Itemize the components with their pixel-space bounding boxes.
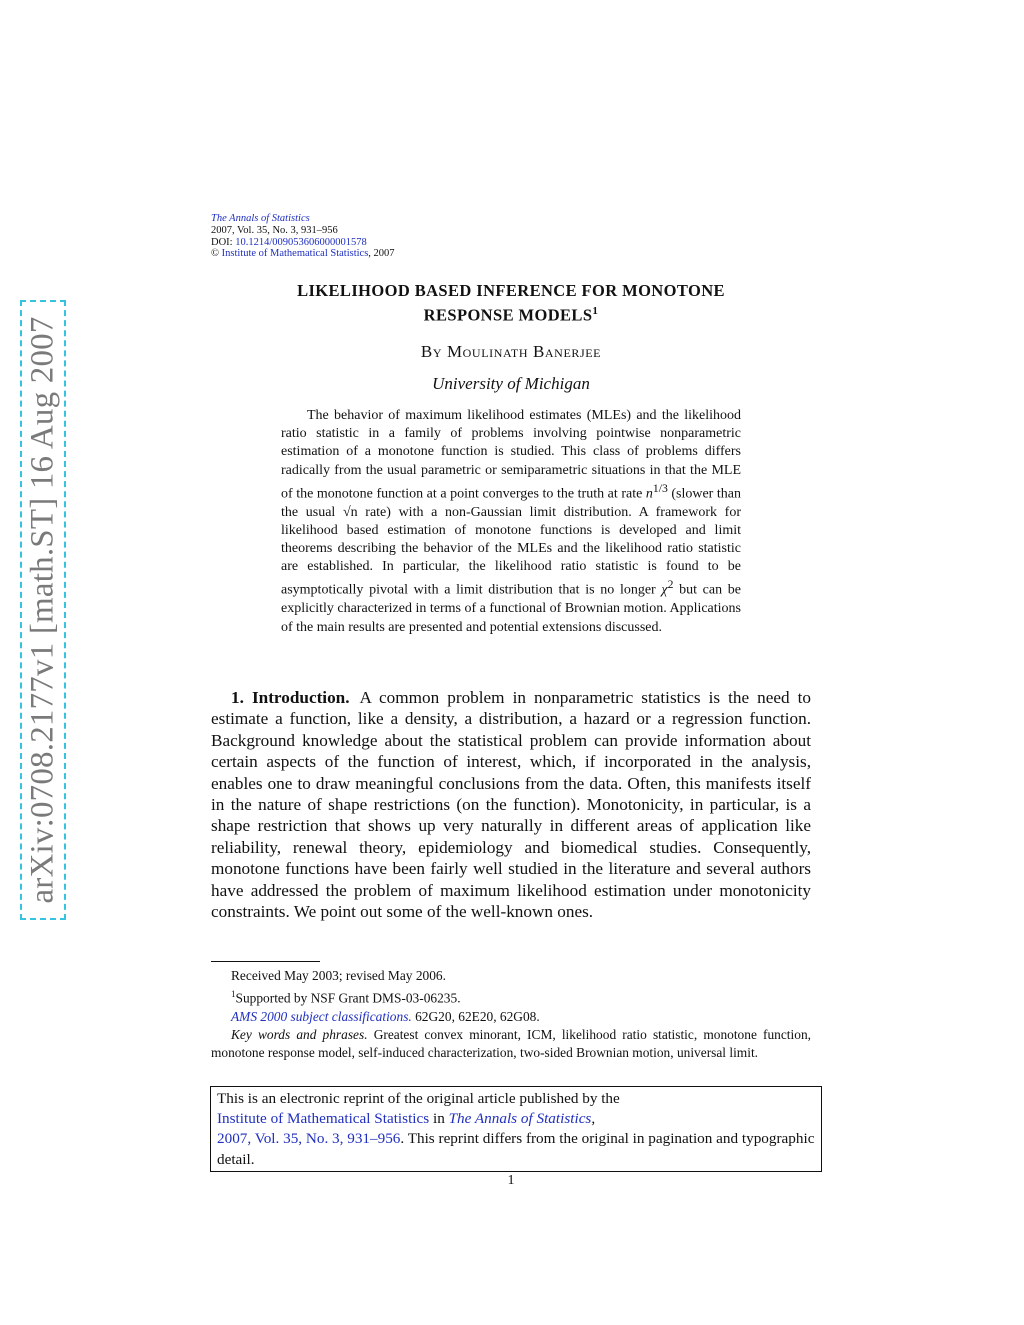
received-note: Received May 2003; revised May 2006.	[231, 968, 446, 983]
chi-symbol: χ	[661, 583, 668, 599]
doi-label: DOI:	[211, 236, 233, 248]
paper-title	[211, 280, 811, 326]
journal-link[interactable]: The Annals of Statistics	[211, 213, 310, 224]
introduction-paragraph	[211, 687, 811, 922]
reprint-publisher-link[interactable]: Institute of Mathematical Statistics	[217, 1110, 430, 1128]
ams-codes: 62G20, 62E20, 62G08.	[411, 1008, 540, 1024]
sqrt-n: √n	[342, 504, 358, 520]
abstract-part-3: rate) with a non-Gaussian limit distribution. A framework for likelihood based estimation of monotone functions is developed and limit theorems describing the behavior of the MLEs and the likelihood ratio statistic are established. In particular, the likelihood ratio statistic is found to be asymptotically pivotal with a limit distribution that is no longer	[281, 504, 741, 599]
rate-exponent: 1/3	[652, 481, 668, 495]
title-footnote-mark: 1	[592, 305, 599, 317]
rate-base: n	[645, 486, 653, 502]
introduction-heading: 1. Introduction.	[231, 688, 350, 707]
reprint-citation-link[interactable]: 2007, Vol. 35, No. 3, 931–956	[217, 1130, 401, 1148]
arxiv-identifier: arXiv:0708.2177v1 [math.ST] 16 Aug 2007	[24, 316, 61, 904]
affiliation: University of Michigan	[432, 374, 590, 393]
footnotes	[211, 967, 811, 1062]
reprint-comma: ,	[591, 1110, 596, 1128]
ims-link[interactable]: Institute of Mathematical Statistics	[221, 248, 369, 260]
abstract	[281, 407, 741, 637]
keywords-text: Greatest convex minorant, ICM, likelihood ratio statistic, monotone function, monotone response model, self-induced characterization, two-sided Brownian motion, universal limit.	[211, 1027, 811, 1061]
title-line-1: LIKELIHOOD BASED INFERENCE FOR MONOTONE	[297, 281, 725, 300]
introduction-text: A common problem in nonparametric statistics is the need to estimate a function, like a density, a distribution, a hazard or a regression function. Background knowledge about the statistical problem can provide information about certain aspects of the function of interest, which, if incorporated in the analysis, enables one to draw meaningful conclusions from the data. Often, this manifests itself in the nature of shape restrictions (on the function). Monotonicity, in particular, is a shape restriction that shows up very naturally in different areas of application like reliability, renewal theory, epidemiology and biomedical studies. Consequently, monotone functions have been fairly well studied in the literature and several authors have addressed the problem of maximum likelihood estimation under monotonicity constraints. We point out some of the well-known ones.	[211, 688, 811, 922]
keywords-label: Key words and phrases.	[231, 1027, 368, 1043]
abstract-part-2: (slower than the usual	[281, 486, 742, 520]
copyright-year: , 2007	[368, 248, 395, 260]
volume-line: 2007, Vol. 35, No. 3, 931–956	[211, 224, 338, 236]
publication-info	[211, 213, 395, 260]
reprint-rest: . This reprint differs from the original in pagination and typographic detail.	[217, 1130, 815, 1168]
footnote-rule	[211, 961, 320, 962]
abstract-part-1: The behavior of maximum likelihood estimates (MLEs) and the likelihood ratio statistic in a family of problems involving pointwise nonparametric estimation of a monotone function is studied. This class of problems differs radically from the usual parametric or semiparametric situations in that the MLE of the monotone function at a point converges to the truth at rate	[281, 408, 741, 502]
chi-exponent: 2	[667, 578, 674, 592]
abstract-part-4: but can be explicitly characterized in terms of a functional of Brownian motion. Applications of the main results are presented and potential extensions discussed.	[281, 583, 741, 635]
support-mark: 1	[231, 989, 236, 1000]
title-line-2: RESPONSE MODELS	[423, 305, 593, 325]
copyright-symbol: ©	[211, 248, 219, 260]
author-line: By Moulinath Banerjee	[420, 342, 602, 361]
doi-link[interactable]: 10.1214/009053606000001578	[235, 236, 367, 248]
ams-classification-link[interactable]: AMS 2000 subject classifications.	[231, 1008, 412, 1024]
page-number: 1	[507, 1173, 515, 1188]
reprint-journal-link[interactable]: The Annals of Statistics	[448, 1110, 592, 1128]
reprint-line-1: This is an electronic reprint of the original article published by the	[217, 1090, 620, 1107]
support-note: Supported by NSF Grant DMS-03-06235.	[235, 990, 461, 1006]
reprint-notice	[210, 1086, 822, 1172]
reprint-in: in	[429, 1110, 449, 1128]
